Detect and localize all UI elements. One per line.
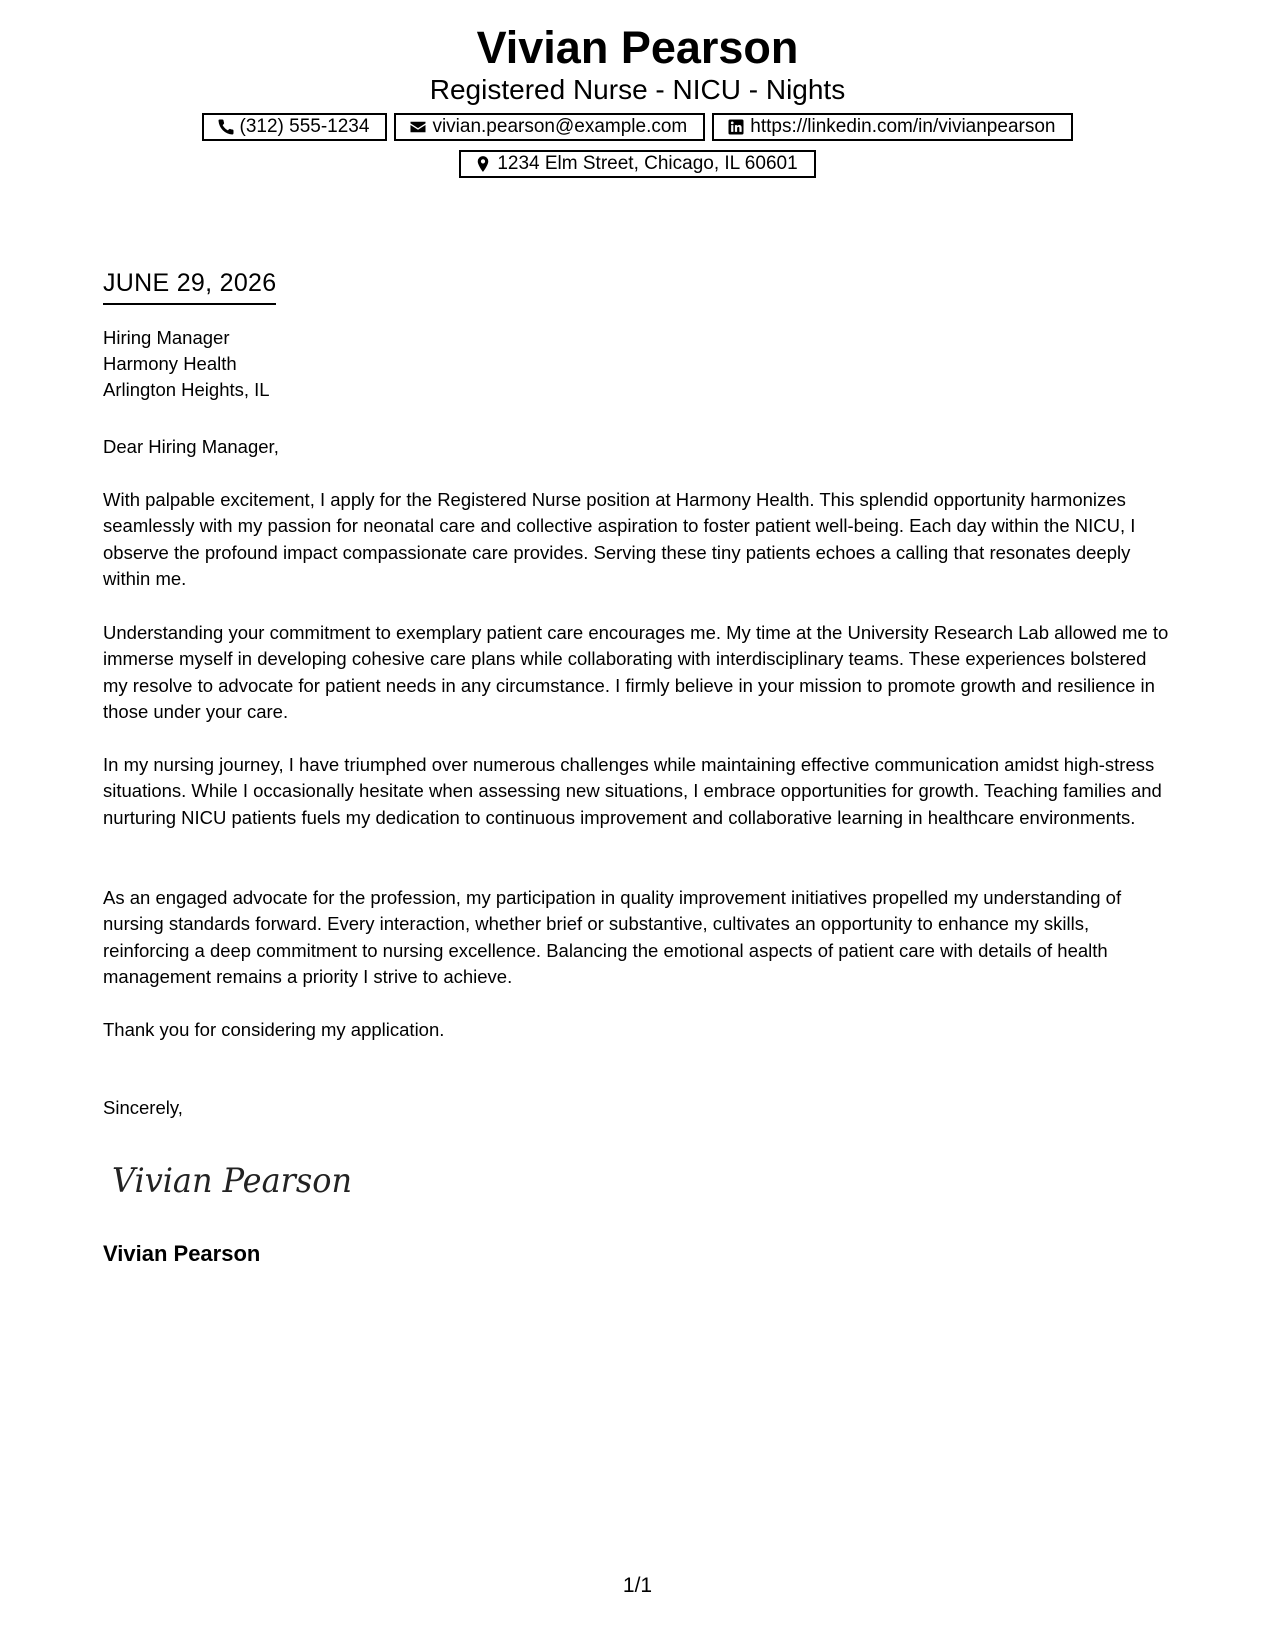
paragraph-text: Understanding your commitment to exemplary patient care encourages me. My time at the University Research Lab allowed me to immerse myself in developing cohesive care plans while collaborating with interdisciplinary teams. These experiences bolstered my resolve to advocate for patient needs in any circumstance. I firmly believe in your mission to promote growth and resilience in those under your care. xyxy=(103,622,1169,723)
recipient-company: Harmony Health xyxy=(103,353,237,374)
paragraph-text: In my nursing journey, I have triumphed over numerous challenges while maintaining effective communication amidst high-stress situations. While I occasionally hesitate when assessing new situations, I embrace opportunities for growth. Teaching families and nurturing NICU patients fuels my dedication to continuous improvement and collaborative learning in healthcare environments. xyxy=(103,754,1162,828)
recipient-name: Hiring Manager xyxy=(103,327,230,348)
map-marker-icon xyxy=(473,154,493,174)
body-paragraph-2 xyxy=(103,620,1173,726)
phone-icon xyxy=(216,117,236,137)
signature-text: Vivian Pearson xyxy=(112,1161,352,1201)
address-text: 1234 Elm Street, Chicago, IL 60601 xyxy=(497,153,798,174)
email-text: vivian.pearson@example.com xyxy=(432,116,688,137)
contact-row-address xyxy=(0,150,1275,178)
applicant-title: Registered Nurse - NICU - Nights xyxy=(429,74,846,105)
linkedin-text: https://linkedin.com/in/vivianpearson xyxy=(750,116,1056,137)
handwritten-signature xyxy=(110,1150,370,1210)
closing: Sincerely, xyxy=(103,1097,183,1118)
letter-date: JUNE 29, 2026 xyxy=(103,267,276,305)
email-contact[interactable] xyxy=(394,113,705,141)
body-paragraph-3 xyxy=(103,752,1173,831)
recipient-location: Arlington Heights, IL xyxy=(103,379,270,400)
linkedin-contact[interactable] xyxy=(712,113,1073,141)
body-paragraph-1 xyxy=(103,487,1173,593)
paragraph-text: As an engaged advocate for the profession, my participation in quality improvement initiatives propelled my understanding of nursing standards forward. Every interaction, whether brief or substantive, cultivates an opportunity to enhance my skills, reinforcing a deep commitment to nursing excellence. Balancing the emotional aspects of patient care with details of health management remains a priority I strive to achieve. xyxy=(103,887,1122,988)
envelope-icon xyxy=(408,117,428,137)
contact-row xyxy=(0,113,1275,141)
signed-name: Vivian Pearson xyxy=(103,1241,261,1266)
thank-you-line: Thank you for considering my application. xyxy=(103,1019,445,1040)
applicant-name: Vivian Pearson xyxy=(476,22,799,73)
paragraph-text: With palpable excitement, I apply for the Registered Nurse position at Harmony Health. This splendid opportunity harmonizes seamlessly with my passion for neonatal care and collective aspiration to foster patient well-being. Each day within the NICU, I observe the profound impact compassionate care provides. Serving these tiny patients echoes a calling that resonates deeply within me. xyxy=(103,489,1136,590)
linkedin-icon xyxy=(726,117,746,137)
salutation: Dear Hiring Manager, xyxy=(103,436,279,457)
page-number: 1/1 xyxy=(622,1574,653,1597)
phone-text: (312) 555-1234 xyxy=(239,116,370,137)
address-contact[interactable] xyxy=(459,150,815,178)
body-paragraph-4 xyxy=(103,885,1173,991)
recipient-block xyxy=(103,325,270,403)
phone-contact[interactable] xyxy=(202,113,388,141)
